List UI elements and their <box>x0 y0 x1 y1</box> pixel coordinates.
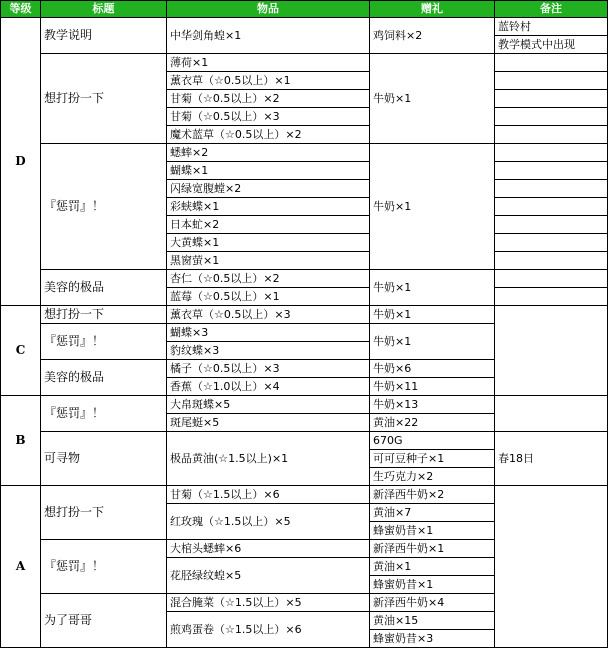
gift-cell: 蜂蜜奶昔×1 <box>370 522 495 540</box>
note-cell <box>495 306 608 396</box>
note-cell <box>495 90 608 108</box>
header-items: 物品 <box>167 1 370 18</box>
item-cell: 蟋蟀×2 <box>167 144 370 162</box>
gift-cell: 黄油×1 <box>370 558 495 576</box>
gift-cell: 牛奶×1 <box>370 306 495 324</box>
item-cell: 闪绿宽腹螳×2 <box>167 180 370 198</box>
item-cell: 豹纹蝶×3 <box>167 342 370 360</box>
table-row <box>1 432 608 450</box>
table-row <box>1 486 608 504</box>
note-cell <box>495 54 608 72</box>
note-cell <box>495 144 608 162</box>
gift-cell: 黄油×22 <box>370 414 495 432</box>
item-cell: 大棺头蟋蟀×6 <box>167 540 370 558</box>
gift-cell: 新泽西牛奶×1 <box>370 540 495 558</box>
item-cell: 甘菊（☆1.5以上）×6 <box>167 486 370 504</box>
item-cell: 薰衣草（☆0.5以上）×3 <box>167 306 370 324</box>
table-row <box>1 270 608 288</box>
gift-cell: 黄油×7 <box>370 504 495 522</box>
title-cell: 想打扮一下 <box>41 486 167 540</box>
gift-cell: 牛奶×1 <box>370 144 495 270</box>
note-cell <box>495 162 608 180</box>
item-cell: 魔术蓝草（☆0.5以上）×2 <box>167 126 370 144</box>
title-cell: 教学说明 <box>41 18 167 54</box>
gift-cell: 牛奶×1 <box>370 324 495 360</box>
note-cell <box>495 234 608 252</box>
item-cell: 中华剑角蝗×1 <box>167 18 370 54</box>
note-cell <box>495 126 608 144</box>
item-cell: 花胫绿纹蝗×5 <box>167 558 370 594</box>
gift-cell: 黄油×15 <box>370 612 495 630</box>
gift-cell: 牛奶×11 <box>370 378 495 396</box>
table-row <box>1 144 608 162</box>
title-cell: 『惩罚』！ <box>41 324 167 360</box>
header-gift: 赠礼 <box>370 1 495 18</box>
note-cell <box>495 180 608 198</box>
note-cell <box>495 396 608 432</box>
item-cell: 甘菊（☆0.5以上）×3 <box>167 108 370 126</box>
item-cell: 杏仁（☆0.5以上）×2 <box>167 270 370 288</box>
gift-cell: 新泽西牛奶×4 <box>370 594 495 612</box>
item-cell: 甘菊（☆0.5以上）×2 <box>167 90 370 108</box>
item-cell: 大帛斑蝶×5 <box>167 396 370 414</box>
item-cell: 薄荷×1 <box>167 54 370 72</box>
item-cell: 极品黄油(☆1.5以上)×1 <box>167 432 370 486</box>
item-cell: 蓝莓（☆0.5以上）×1 <box>167 288 370 306</box>
title-cell: 美容的极品 <box>41 360 167 396</box>
title-cell: 可寻物 <box>41 432 167 486</box>
table-row <box>1 396 608 414</box>
gift-cell: 可可豆种子×1 <box>370 450 495 468</box>
item-cell: 蝴蝶×3 <box>167 324 370 342</box>
title-cell: 为了哥哥 <box>41 594 167 648</box>
note-cell <box>495 252 608 270</box>
note-cell <box>495 72 608 90</box>
note-cell <box>495 108 608 126</box>
gift-cell: 蜂蜜奶昔×1 <box>370 576 495 594</box>
title-cell: 『惩罚』！ <box>41 144 167 270</box>
table-row <box>1 18 608 36</box>
item-cell: 混合腌菜（☆1.5以上）×5 <box>167 594 370 612</box>
note-cell: 蓝铃村 <box>495 18 608 36</box>
header-title: 标题 <box>41 1 167 18</box>
header-row <box>1 1 608 18</box>
grade-cell: A <box>1 486 41 648</box>
item-cell: 橘子（☆0.5以上）×3 <box>167 360 370 378</box>
table-row <box>1 306 608 324</box>
item-cell: 红玫瑰（☆1.5以上）×5 <box>167 504 370 540</box>
note-cell <box>495 270 608 288</box>
item-cell: 彩蛱蝶×1 <box>167 198 370 216</box>
note-cell <box>495 198 608 216</box>
gift-cell: 牛奶×6 <box>370 360 495 378</box>
gift-cell: 670G <box>370 432 495 450</box>
item-cell: 香蕉（☆1.0以上）×4 <box>167 378 370 396</box>
note-cell: 教学模式中出现 <box>495 36 608 54</box>
title-cell: 『惩罚』！ <box>41 540 167 594</box>
title-cell: 想打扮一下 <box>41 54 167 144</box>
gift-cell: 牛奶×1 <box>370 54 495 144</box>
item-cell: 煎鸡蛋卷（☆1.5以上）×6 <box>167 612 370 648</box>
header-grade: 等级 <box>1 1 41 18</box>
note-cell <box>495 216 608 234</box>
gift-cell: 牛奶×1 <box>370 270 495 306</box>
gift-cell: 生巧克力×2 <box>370 468 495 486</box>
header-note: 备注 <box>495 1 608 18</box>
gift-cell: 新泽西牛奶×2 <box>370 486 495 504</box>
note-cell <box>495 288 608 306</box>
note-cell <box>495 486 608 648</box>
gift-cell: 鸡饲料×2 <box>370 18 495 54</box>
item-cell: 斑尾蜓×5 <box>167 414 370 432</box>
item-cell: 黑窗萤×1 <box>167 252 370 270</box>
item-cell: 蝴蝶×1 <box>167 162 370 180</box>
title-cell: 想打扮一下 <box>41 306 167 324</box>
title-cell: 美容的极品 <box>41 270 167 306</box>
item-cell: 薰衣草（☆0.5以上）×1 <box>167 72 370 90</box>
gift-cell: 蜂蜜奶昔×3 <box>370 630 495 648</box>
gift-cell: 牛奶×13 <box>370 396 495 414</box>
title-cell: 『惩罚』！ <box>41 396 167 432</box>
grade-cell: D <box>1 18 41 306</box>
grade-cell: C <box>1 306 41 396</box>
item-cell: 大黄蝶×1 <box>167 234 370 252</box>
item-cell: 日本虻×2 <box>167 216 370 234</box>
note-cell: 春18日 <box>495 432 608 486</box>
grade-cell: B <box>1 396 41 486</box>
table-row <box>1 54 608 72</box>
